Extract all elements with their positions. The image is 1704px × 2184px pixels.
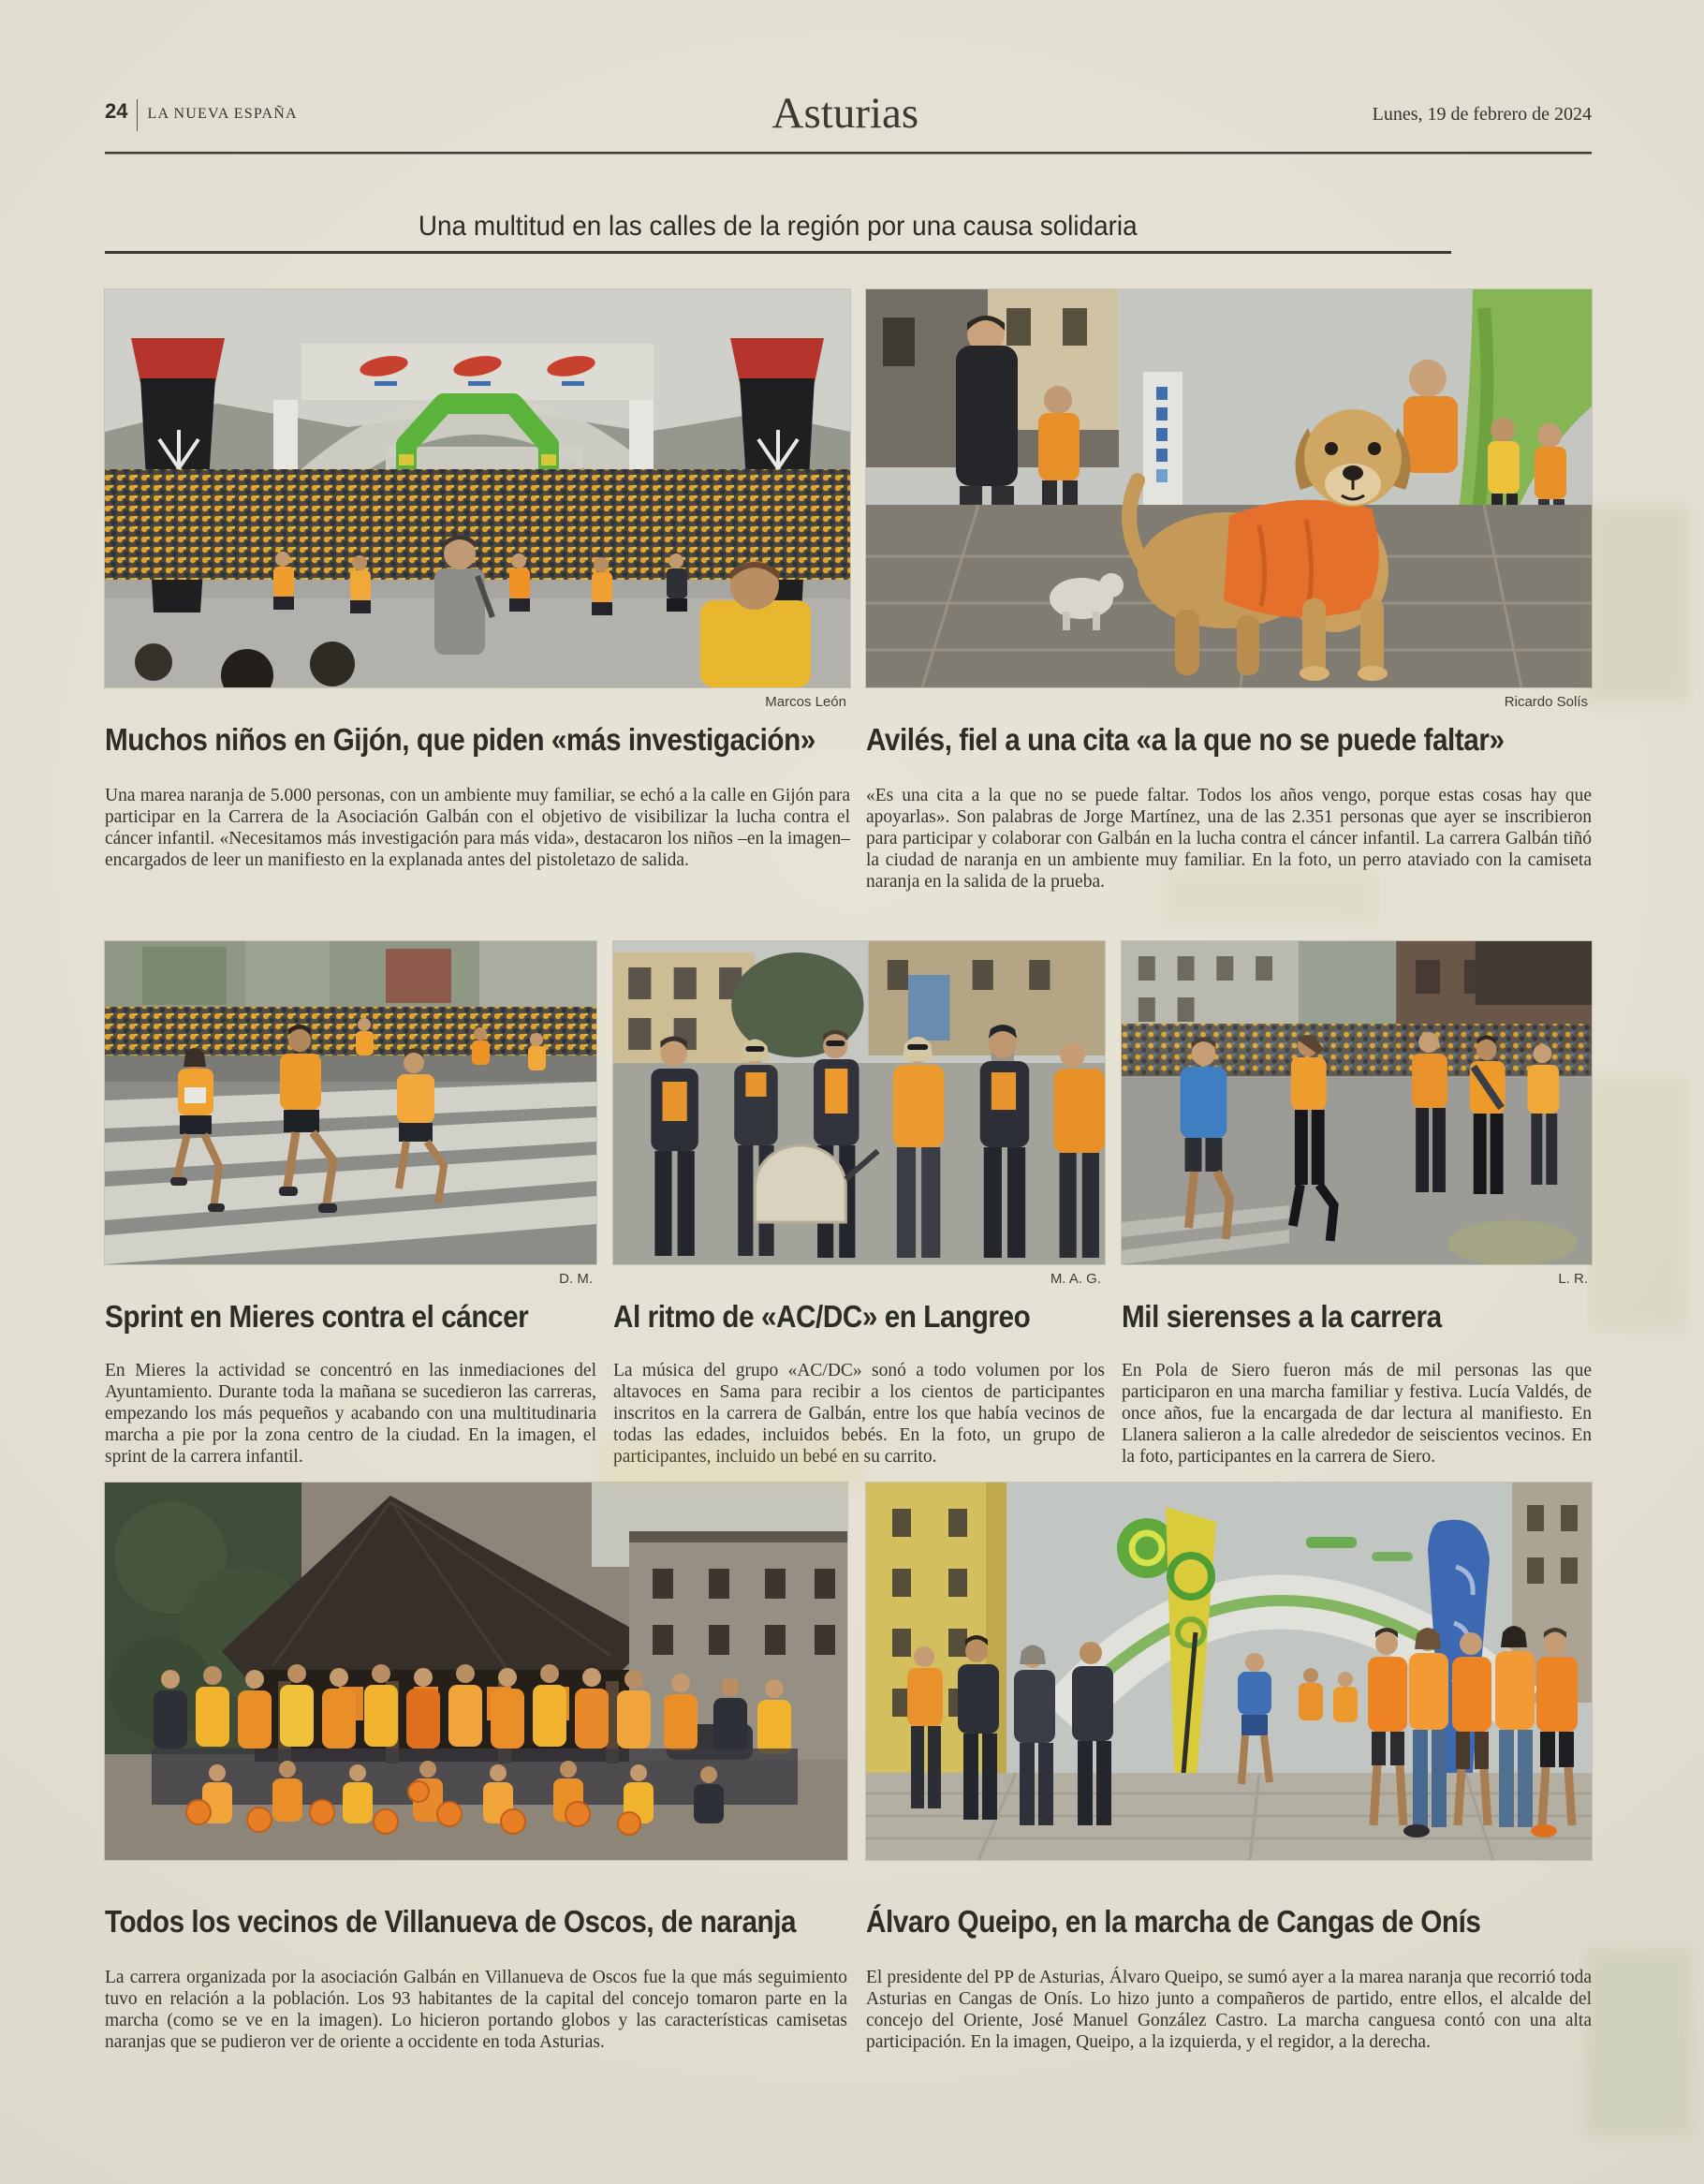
- bleedthrough-smudge: [1592, 1077, 1685, 1330]
- header-divider: [137, 99, 138, 131]
- story-oscos: [105, 1483, 847, 2053]
- photo-mieres-illustration: [105, 941, 596, 1264]
- masthead-left: [105, 99, 298, 127]
- header-rule: [105, 152, 1592, 155]
- headline-cangas: Álvaro Queipo, en la marcha de Cangas de Onís: [866, 1904, 1481, 1939]
- body-mieres: En Mieres la actividad se concentró en las inmediaciones del Ayuntamiento. Durante toda la mañana se sucedieron las carreras, empezando los más pequeños y acabando con una multitudinaria marcha a pie por la zona centro de la ciudad. En la imagen, el sprint de la carrera infantil.: [105, 1361, 596, 1467]
- body-siero: En Pola de Siero fueron más de mil personas las que participaron en una marcha familiar y festiva. Lucía Valdés, de once años, fue la encargada de dar lectura al manifiesto. En Llanera salieron a la calle alrededor de seiscientos vecinos. En la foto, participantes en la carrera de Siero.: [1122, 1361, 1592, 1467]
- kicker-band: [105, 211, 1451, 254]
- headline-gijon: Muchos niños en Gijón, que piden «más investigación»: [105, 722, 815, 757]
- kicker-headline: Una multitud en las calles de la región por una causa solidaria: [419, 211, 1138, 242]
- photo-siero: [1122, 941, 1592, 1289]
- headline-aviles: Avilés, fiel a una cita «a la que no se puede faltar»: [866, 722, 1505, 757]
- headline-siero: Mil sierenses a la carrera: [1122, 1299, 1442, 1334]
- edition-date: Lunes, 19 de febrero de 2024: [1372, 104, 1592, 125]
- photo-oscos-illustration: [105, 1483, 847, 1860]
- photo-gijon-frame: [105, 289, 850, 687]
- photo-oscos-frame: [105, 1483, 847, 1860]
- story-row-bottom: [105, 1483, 1592, 2053]
- photo-aviles-illustration: [866, 289, 1592, 687]
- photo-mieres: [105, 941, 596, 1289]
- photo-siero-illustration: [1122, 941, 1592, 1264]
- photo-langreo: [613, 941, 1105, 1289]
- photo-siero-frame: [1122, 941, 1592, 1264]
- photo-gijon: [105, 289, 850, 712]
- photo-gijon-illustration: [105, 289, 850, 687]
- photo-credit: Ricardo Solís: [1504, 694, 1588, 710]
- headline-langreo: Al ritmo de «AC/DC» en Langreo: [613, 1299, 1031, 1334]
- photo-credit: Marcos León: [765, 694, 846, 710]
- photo-credit: D. M.: [559, 1271, 593, 1287]
- start-banner: [301, 344, 654, 400]
- body-oscos: La carrera organizada por la asociación Galbán en Villanueva de Oscos fue la que más seguimiento tuvo en relación a la población. Los 93 habitantes de la capital del concejo tomaron parte en la marcha (como se ve en la imagen). Lo hicieron portando globos y las características camisetas naranjas que se pudieron ver de oriente a occidente en toda Asturias.: [105, 1968, 847, 2052]
- bleedthrough-smudge: [1586, 1948, 1691, 2135]
- newspaper-name: LA NUEVA ESPAÑA: [147, 106, 298, 122]
- body-aviles: «Es una cita a la que no se puede faltar. Todos los años vengo, porque estas cosas hay que apoyarlas». Son palabras de Jorge Martínez, una de las 2.351 personas que ayer se inscribieron para participar y colaborar con Galbán en la lucha contra el cáncer infantil. La carrera Galbán tiñó la ciudad de naranja en un ambiente muy familiar. En la foto, un perro ataviado con la camiseta naranja en la salida de la prueba.: [866, 786, 1592, 892]
- photo-mieres-frame: [105, 941, 596, 1264]
- story-cangas: [866, 1483, 1592, 2053]
- photo-langreo-frame: [613, 941, 1105, 1264]
- story-mieres: [105, 941, 596, 1468]
- photo-cangas: [866, 1483, 1592, 1860]
- body-langreo: La música del grupo «AC/DC» sonó a todo volumen por los altavoces en Sama para recibir a los cientos de participantes inscritos en la carrera de Galbán, entre los que había vecinos de todas las edades, incluidos bebés. En la foto, un grupo de participantes, incluido un bebé en su carrito.: [613, 1361, 1105, 1467]
- runners-right: [1412, 1032, 1559, 1194]
- photo-credit: L. R.: [1558, 1271, 1588, 1287]
- photo-credit: M. A. G.: [1050, 1271, 1101, 1287]
- section-title: Asturias: [771, 89, 919, 138]
- body-gijon: Una marea naranja de 5.000 personas, con un ambiente muy familiar, se echó a la calle en Gijón para participar en la Carrera de la Asociación Galbán con el objetivo de visibilizar la lucha contra el cáncer infantil. «Necesitamos más investigación para más vida», destacaron los niños –en la imagen– encargados de leer un manifiesto en la explanada antes del pistoletazo de salida.: [105, 786, 850, 870]
- photo-cangas-illustration: [866, 1483, 1592, 1860]
- story-langreo: [613, 941, 1105, 1468]
- photo-langreo-illustration: [613, 941, 1105, 1264]
- story-row-middle: [105, 941, 1592, 1468]
- headline-oscos: Todos los vecinos de Villanueva de Oscos, de naranja: [105, 1904, 797, 1939]
- story-aviles: [866, 289, 1592, 893]
- bleedthrough-smudge: [1584, 506, 1689, 702]
- headline-mieres: Sprint en Mieres contra el cáncer: [105, 1299, 529, 1334]
- story-siero: [1122, 941, 1592, 1468]
- photo-cangas-frame: [866, 1483, 1592, 1860]
- page-number: 24: [105, 99, 128, 123]
- story-row-top: [105, 289, 1592, 893]
- page-header: [105, 81, 1592, 138]
- body-cangas: El presidente del PP de Asturias, Álvaro Queipo, se sumó ayer a la marea naranja que recorrió toda Asturias en Cangas de Onís. Lo hizo junto a compañeros de partido, entre ellos, el alcalde del concejo del Oriente, José Manuel González Castro. La marcha canguesa contó con una alta participación. En la imagen, Queipo, a la izquierda, y el regidor, a la derecha.: [866, 1968, 1592, 2052]
- story-gijon: [105, 289, 850, 893]
- photo-oscos: [105, 1483, 847, 1860]
- photo-aviles: [866, 289, 1592, 712]
- photo-aviles-frame: [866, 289, 1592, 687]
